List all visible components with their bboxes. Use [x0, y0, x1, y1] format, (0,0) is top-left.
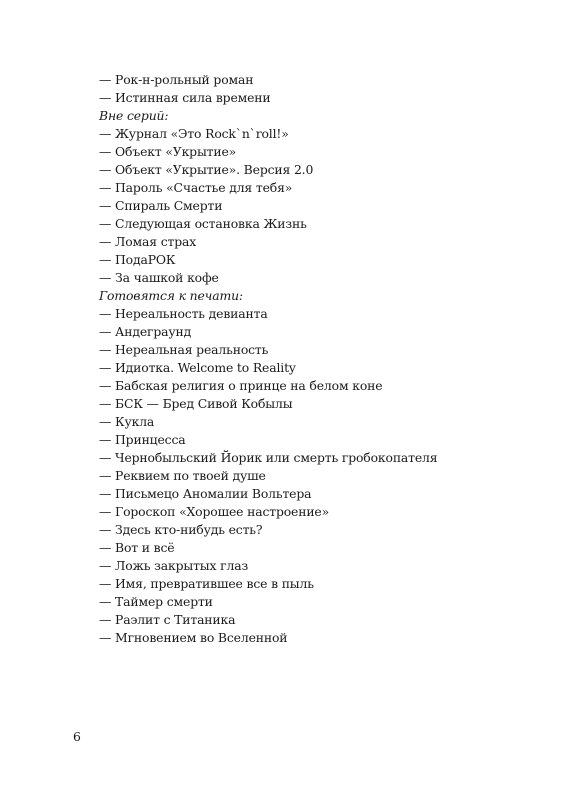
title-item: — Нереальная реальность	[99, 342, 269, 357]
title-item: — БСК — Бред Сивой Кобылы	[99, 396, 293, 411]
title-item: — Пароль «Счастье для тебя»	[99, 180, 293, 195]
title-item: — Журнал «Это Rock`n`roll!»	[99, 126, 289, 141]
section-heading: Вне серий:	[99, 108, 169, 123]
title-item: — Письмецо Аномалии Вольтера	[99, 486, 312, 501]
title-item: — Нереальность девианта	[99, 306, 268, 321]
title-item: — Раэлит с Титаника	[99, 612, 236, 627]
title-item: — Принцесса	[99, 432, 186, 447]
title-item: — Вот и всё	[99, 540, 175, 555]
title-item: — Кукла	[99, 414, 155, 429]
title-item: — Ломая страх	[99, 234, 197, 249]
title-item: — Бабская религия о принце на белом коне	[99, 378, 383, 393]
title-item: — ПодаРОК	[99, 252, 176, 267]
title-item: — Объект «Укрытие». Версия 2.0	[99, 162, 314, 177]
title-item: — За чашкой кофе	[99, 270, 219, 285]
title-item: — Следующая остановка Жизнь	[99, 216, 307, 231]
title-item: — Идиотка. Welcome to Reality	[99, 360, 296, 375]
title-item: — Имя, превратившее все в пыль	[99, 576, 314, 591]
title-item: — Андеграунд	[99, 324, 192, 339]
title-item: — Ложь закрытых глаз	[99, 558, 249, 573]
title-item: — Мгновением во Вселенной	[99, 630, 288, 645]
title-item: — Спираль Смерти	[99, 198, 223, 213]
title-item: — Чернобыльский Йорик или смерть гробокопателя	[99, 450, 438, 465]
title-item: — Истинная сила времени	[99, 90, 271, 105]
title-item: — Реквием по твоей душе	[99, 468, 266, 483]
title-item: — Здесь кто-нибудь есть?	[99, 522, 263, 537]
page-number: 6	[73, 729, 81, 744]
bibliography-list	[99, 71, 539, 647]
title-item: — Объект «Укрытие»	[99, 144, 237, 159]
title-item: — Таймер смерти	[99, 594, 213, 609]
section-heading: Готовятся к печати:	[99, 288, 243, 303]
title-item: — Рок-н-рольный роман	[99, 72, 254, 87]
title-item: — Гороскоп «Хорошее настроение»	[99, 504, 330, 519]
